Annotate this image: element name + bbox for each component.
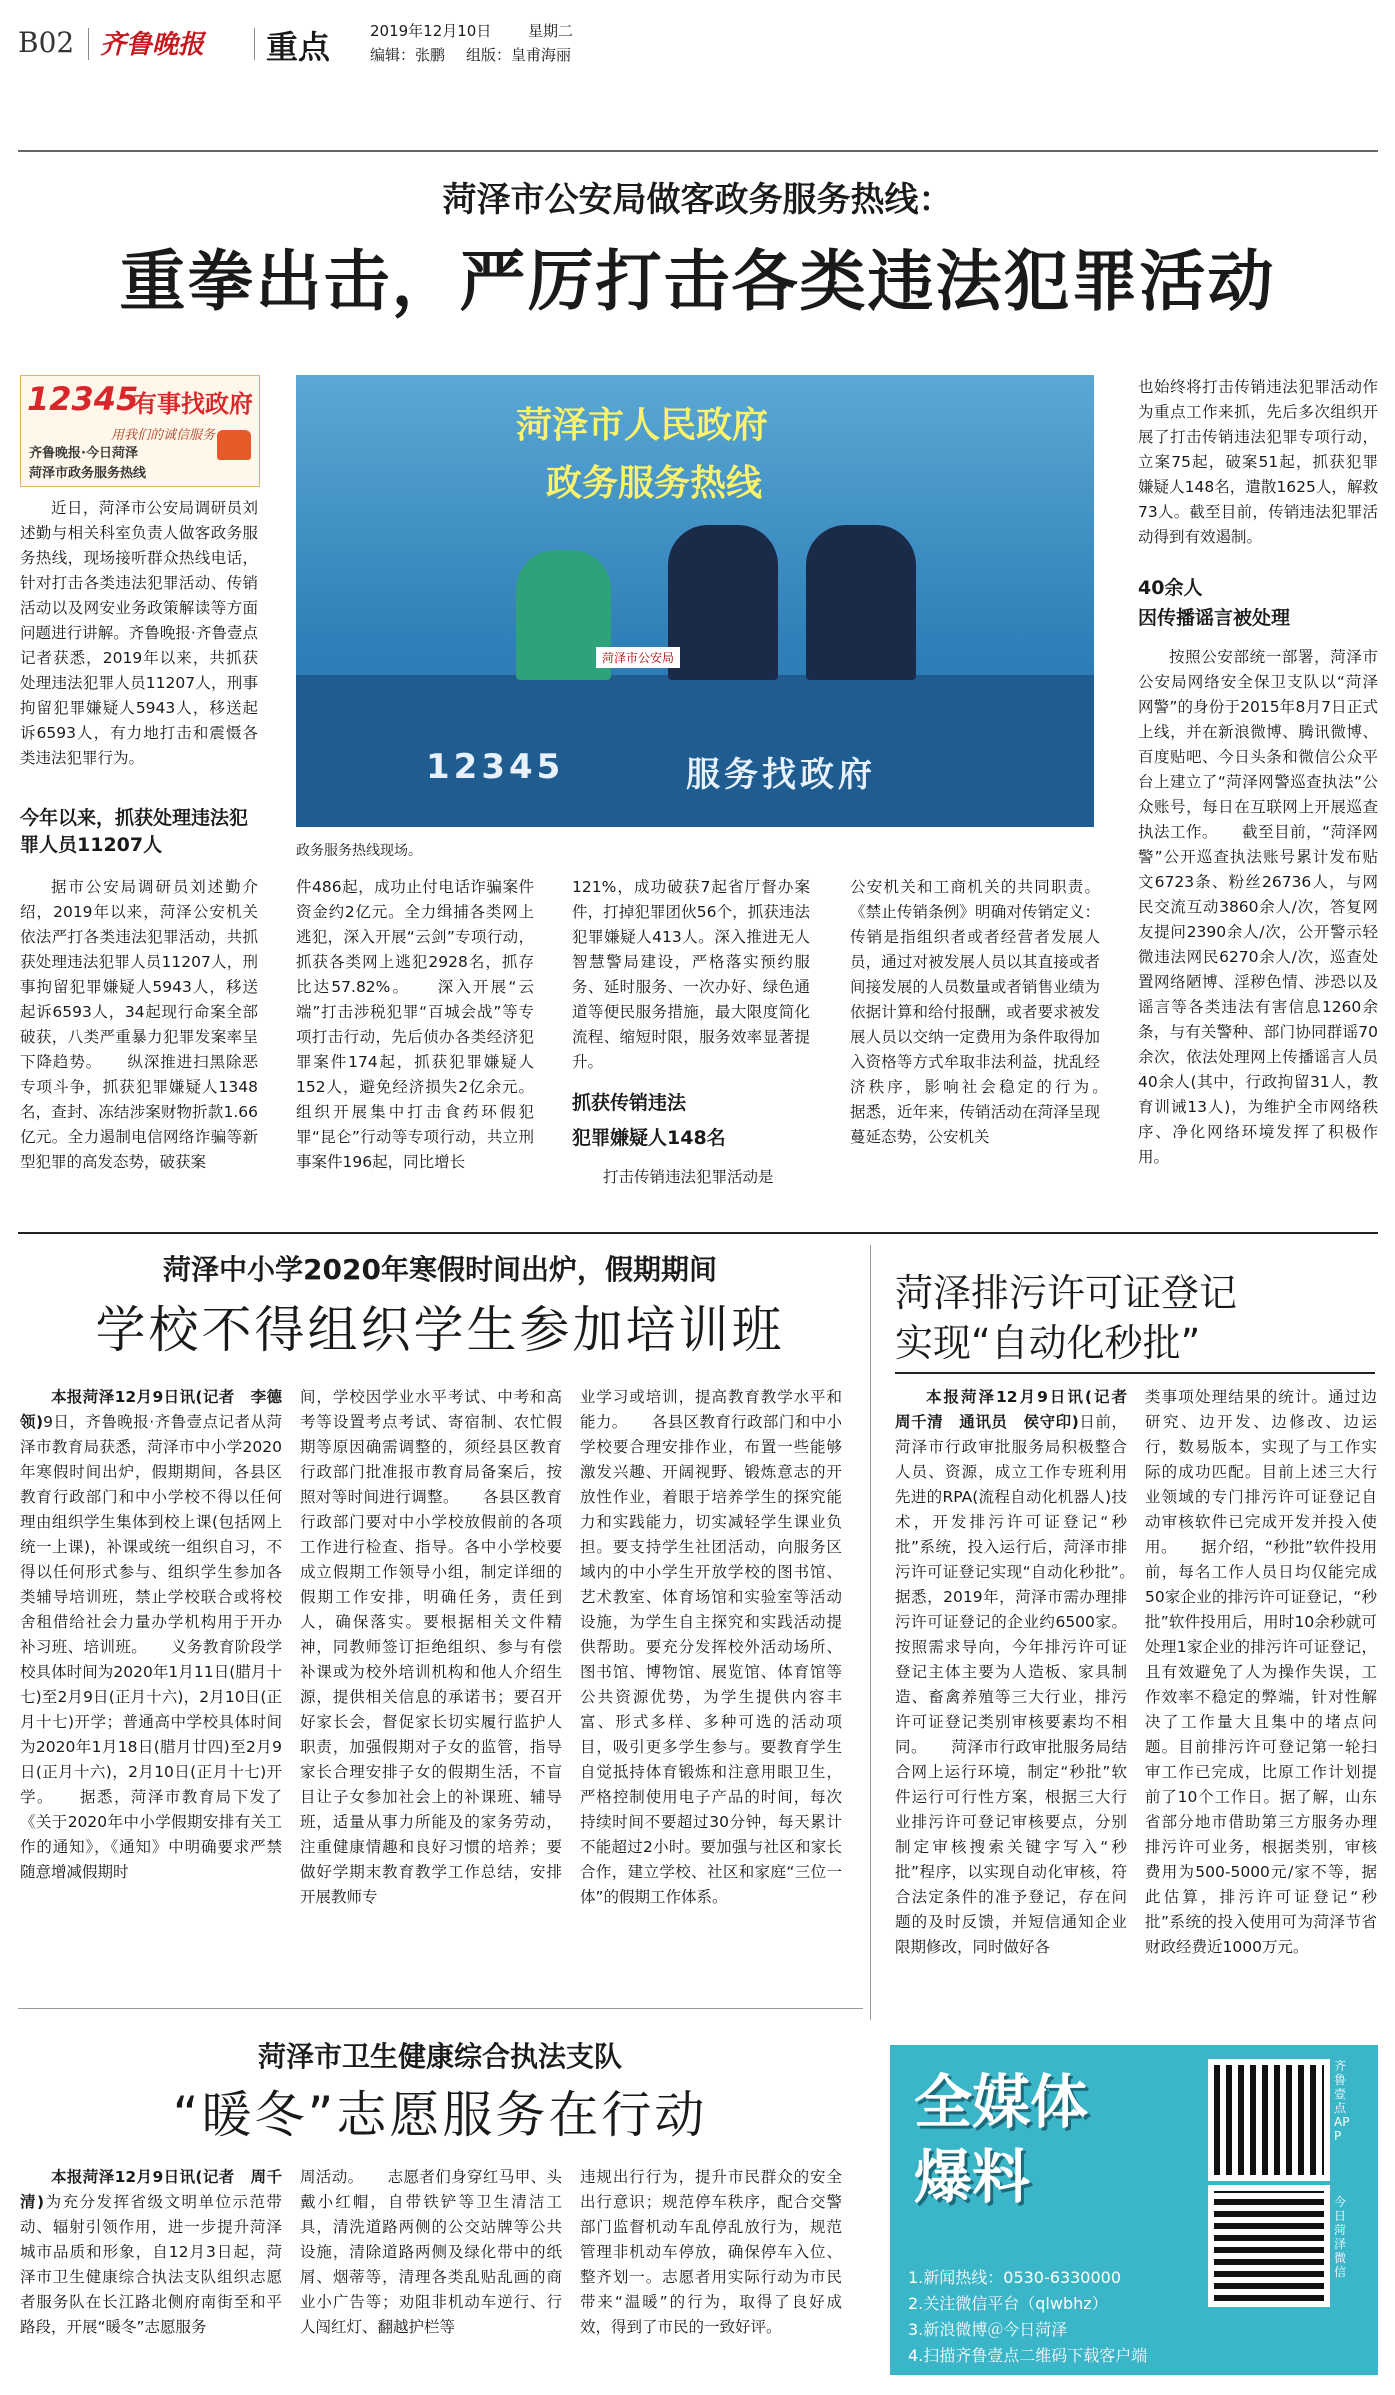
story1-para: 也始终将打击传销违法犯罪活动作为重点工作来抓，先后多次组织开展了打击传销违法犯罪专项行动，立案75起，破案51起，抓获犯罪嫌疑人148名，遣散1625人，解救73人。截至目前，传销违法犯罪活动得到有效遏制。 [1138, 378, 1378, 546]
story4-text: 为充分发挥省级文明单位示范带动、辐射引领作用，进一步提升菏泽城市品质和形象，自12月3日起，菏泽市卫生健康综合执法支队组织志愿者服务队在长江路北侧府南街至和平路段，开展“暖冬”志愿服务 [20, 2193, 282, 2336]
story3-text: 日前，菏泽市行政审批服务局积极整合人员、资源，成立工作专班利用先进的RPA(流程自动化机器人)技术，开发排污许可证登记“秒批”系统，投入运行后，菏泽市排污许可证登记实现“自动化秒批”。 据悉，2019年，菏泽市需办理排污许可证登记的企业约6500家。按照需求导向，今年排污许可证登记主体主要为人造板、家具制造、畜禽养殖等三大行业，排污许可证登记类别审核要素均不相同。 菏泽市行政审批服务局结合网上运行环境，制定“秒批”软件运行可行性方案，根据三大行业排污许可登记审核要点，分别制定审核搜索关键字写入“秒批”程序，以实现自动化审核，符合法定条件的准予登记，存在问题的及时反馈，并短信通知企业限期修改，同时做好各 [895, 1413, 1127, 1956]
story2-para [20, 1385, 282, 1885]
story2-headline: 学校不得组织学生参加培训班 [95, 1301, 785, 1359]
story1-col4 [850, 875, 1100, 1215]
story1-sub3a: 40余人 [1138, 577, 1203, 599]
story1-lead: 近日，菏泽市公安局调研员刘述勤与相关科室负责人做客政务服务热线，现场接听群众热线电话，针对打击各类违法犯罪活动、传销活动以及网安业务政策解读等方面问题进行讲解。齐鲁晚报·齐鲁壹点记者获悉，2019年以来，共抓获处理违法犯罪人员11207人，刑事拘留犯罪嫌疑人5943人，移送起诉6593人，有力地打击和震慑各类违法犯罪行为。 [20, 499, 258, 767]
vertical-rule [870, 1245, 871, 2020]
story2-text: 9日，齐鲁晚报·齐鲁壹点记者从菏泽市教育局获悉，菏泽市中小学2020年寒假时间出炉，假期期间，各县区教育行政部门和中小学校不得以任何理由组织学生集体到校上课(包括网上统一上课)，补课或统一组织自习，不得以任何形式参与、组织学生参加各类辅导培训班，禁止学校联合或将校舍租借给社会力量办学机构用于开办补习班、培训班。 义务教育阶段学校具体时间为2020年1月11日(腊月十七)至2月9日(正月十六)，2月10日(正月十七)开学；普通高中学校具体时间为2020年1月18日(腊月廿四)至2月9日(正月十六)，2月10日(正月十七)开学。 据悉，菏泽市教育局下发了《关于2020年中小学假期安排有关工作的通知》，《通知》中明确要求严禁随意增减假期时 [20, 1413, 282, 1881]
qr-code-icon [1208, 2185, 1330, 2307]
story1-sub2a: 抓获传销违法 [572, 1092, 687, 1114]
story1-para: 121%，成功破获7起省厅督办案件，打掉犯罪团伙56个，抓获违法犯罪嫌疑人413人。深入推进无人智慧警局建设，严格落实预约服务、延时服务、一次办好、绿色通道等便民服务措施，最大限度简化流程、缩短时限，服务效率显著提升。 [572, 878, 810, 1071]
ad-item: 2.关注微信平台（qlwbhz） [908, 2294, 1108, 2313]
paper-name: 齐鲁晚报 [100, 30, 205, 60]
person-officer [806, 525, 916, 680]
ad-title2: 爆料 [914, 2143, 1031, 2211]
ad-item: 4.扫描齐鲁壹点二维码下载客户端 [908, 2346, 1148, 2365]
section-name: 重点 [266, 28, 331, 66]
story1-para: 件486起，成功止付电话诈骗案件资金约2亿元。全力缉捕各类网上逃犯，深入开展“云剑”专项行动，抓获各类网上逃犯2928名，抓存比达57.82%。 深入开展“云端”打击涉税犯罪“百城会战”等专项打击行动，先后侦办各类经济犯罪案件174起，抓获犯罪嫌疑人152人，避免经济损失2亿余元。组织开展集中打击食药环假犯罪“昆仑”行动等专项行动，共立刑事案件196起，同比增长 [296, 878, 534, 1171]
story1-col5b [1138, 645, 1378, 1215]
phone-icon [217, 430, 251, 460]
ad-side2: 今日菏泽微信 [1334, 2195, 1347, 2279]
photo-banner2: 政务服务热线 [546, 463, 763, 504]
story1-col2 [296, 875, 534, 1215]
story2-para: 间，学校因学业水平考试、中考和高考等设置考点考试、寄宿制、农忙假期等原因确需调整的，须经县区教育行政部门批准报市教育局备案后，按照对等时间进行调整。 各县区教育行政部门要对中小学校放假前的各项工作进行检查、指导。各中小学校要成立假期工作领导小组，制定详细的假期工作安排，明确任务，责任到人，确保落实。要根据相关文件精神，同教师签订拒绝组织、参与有偿补课或为校外培训机构和他人介绍生源，提供相关信息的承诺书；要召开好家长会，督促家长切实履行监护人职责，加强假期对子女的监管，指导家长合理安排子女的假期生活，不盲目让子女参加社会上的补课班、辅导班，适量从事力所能及的家务劳动，注重健康情趣和良好习惯的培养；要做好学期末教育教学工作总结，安排开展教师专 [300, 1388, 562, 1906]
photo-bottom-left: 12345 [426, 747, 565, 787]
logo-number: 12345 [27, 380, 139, 418]
photo-banner1: 菏泽市人民政府 [516, 405, 769, 446]
story4-dateline: 本报菏泽12月9日讯(记者 周千清) [20, 2168, 282, 2211]
story4-kicker: 菏泽市卫生健康综合执法支队 [257, 2040, 622, 2073]
layout-editor: 组版：皇甫海丽 [466, 46, 572, 64]
person-officer [668, 525, 778, 680]
story2-col1 [20, 1385, 282, 1975]
story4-col2 [300, 2165, 562, 2380]
story4-para: 周活动。 志愿者们身穿红马甲、头戴小红帽，自带铁铲等卫生清洁工具，清洗道路两侧的公交站牌等公共设施，清除道路两侧及绿化带中的纸屑、烟蒂等，清理各类乱贴乱画的商业小广告等；劝阻非机动车逆行、行人闯红灯、翻越护栏等 [300, 2168, 562, 2336]
story1-col3b [572, 1165, 810, 1205]
ad-title1: 全媒体 [914, 2068, 1089, 2136]
story1-sub2b: 犯罪嫌疑人148名 [572, 1127, 726, 1149]
ad-side: 齐鲁壹点APP [1334, 2059, 1350, 2143]
photo-desk-label: 菏泽市公安局 [596, 647, 680, 668]
story1-sub1-box [20, 805, 258, 865]
story4-col1 [20, 2165, 282, 2380]
story1-lead-column [20, 496, 258, 796]
hotline-photo [296, 375, 1094, 827]
top-rule [18, 150, 1378, 152]
logo-org2: 菏泽市政务服务热线 [29, 466, 147, 481]
story1-kicker: 菏泽市公安局做客政务服务热线： [442, 180, 953, 220]
story1-col5a [1138, 375, 1378, 567]
story3-headline1: 菏泽排污许可证登记 [895, 1271, 1238, 1315]
story3-col1 [895, 1385, 1127, 1990]
ad-item: 3.新浪微博＠今日菏泽 [908, 2320, 1068, 2339]
story4-para: 违规出行行为，提升市民群众的安全出行意识；规范停车秩序，配合交警部门监督机动车乱停乱放行为，规范管理非机动车停放，确保停车入位、整齐划一。志愿者用实际行动为市民带来“温暖”的行为，取得了良好成效，得到了市民的一致好评。 [580, 2168, 842, 2336]
story3-dateline: 本报菏泽12月9日讯(记者 周千清 通讯员 侯守印) [895, 1388, 1127, 1431]
page-number: B02 [18, 26, 75, 59]
logo-text: 有事找政府 [133, 390, 253, 418]
story3-headline2: 实现“自动化秒批” [895, 1321, 1201, 1365]
story1-col1 [20, 875, 258, 1215]
story1-para: 打击传销违法犯罪活动是 [603, 1168, 774, 1186]
story1-para: 据市公安局调研员刘述勤介绍，2019年以来，菏泽公安机关依法严打各类违法犯罪活动，共抓获处理违法犯罪人员11207人，刑事拘留犯罪嫌疑人5943人，移送起诉6593人，34起现行命案全部破获，八类严重暴力犯罪发案率呈下降趋势。 纵深推进扫黑除恶专项斗争，抓获犯罪嫌疑人1348名，查封、冻结涉案财物折款1.66亿元。全力遏制电信网络诈骗等新型犯罪的高发态势，破获案 [20, 878, 258, 1171]
section-rule [18, 1232, 1378, 1234]
story3-rule [895, 1372, 1375, 1374]
editor: 编辑：张鹏 [370, 46, 446, 64]
section-rule [18, 2008, 863, 2009]
masthead [18, 20, 1378, 68]
story2-kicker: 菏泽中小学2020年寒假时间出炉，假期期间 [163, 1253, 717, 1286]
story3-para [895, 1385, 1127, 1960]
story3-para: 类事项处理结果的统计。通过边研究、边开发、边修改、边运行，数易版本，实现了与工作实际的成功匹配。目前上述三大行业领域的专门排污许可证登记自动审核软件已完成开发并投入使用。 据介绍，“秒批”软件投用前，每名工作人员日均仅能完成50家企业的排污许可证登记，“秒批”软件投用后，用时10余秒就可处理1家企业的排污许可证登记，且有效避免了人为操作失误，工作效率不稳定的弊端，针对性解决了工作量大且集中的堵点问题。目前排污许可登记第一轮扫审工作已完成，比原工作计划提前了10个工作日。据了解，山东省部分地市借助第三方服务办理排污许可业务，根据类别，审核费用为500-5000元/家不等，据此估算，排污许可证登记“秒批”系统的投入使用可为菏泽节省财政经费近1000万元。 [1145, 1388, 1377, 1956]
story1-headline: 重拳出击，严厉打击各类违法犯罪活动 [119, 243, 1276, 320]
logo-slogan: 用我们的诚信服务 [111, 428, 216, 443]
story2-col2 [300, 1385, 562, 1975]
story1-sub1: 今年以来，抓获处理违法犯罪人员11207人 [20, 807, 249, 856]
photo-caption: 政务服务热线现场。 [296, 843, 422, 859]
story4-para [20, 2165, 282, 2340]
story2-dateline: 本报菏泽12月9日讯(记者 李德领) [20, 1388, 282, 1431]
qr-code-icon [1208, 2059, 1330, 2181]
issue-date: 2019年12月10日 [370, 22, 492, 40]
hotline-logo [20, 375, 260, 487]
media-ad [890, 2045, 1378, 2375]
story4-headline: “暖冬”志愿服务在行动 [172, 2086, 708, 2144]
issue-weekday: 星期二 [528, 22, 574, 40]
story4-col3 [580, 2165, 842, 2380]
story3-col2 [1145, 1385, 1377, 1990]
ad-item: 1.新闻热线：0530-6330000 [908, 2268, 1122, 2287]
masthead-divider [88, 28, 89, 60]
story2-col3 [580, 1385, 842, 1975]
story2-para: 业学习或培训，提高教育教学水平和能力。 各县区教育行政部门和中小学校要合理安排作业，布置一些能够激发兴趣、开阔视野、锻炼意志的开放性作业，着眼于培养学生的探究能力和实践能力，切实减轻学生课业负担。要支持学生社团活动，向服务区域内的中小学生开放学校的图书馆、艺术教室、体育场馆和实验室等活动设施，为学生自主探究和实践活动提供帮助。要充分发挥校外活动场所、图书馆、博物馆、展览馆、体育馆等公共资源优势，为学生提供内容丰富、形式多样、多种可选的活动项目，吸引更多学生参与。要教育学生自觉抵持体育锻炼和注意用眼卫生，严格控制使用电子产品的时间，每次持续时间不要超过30分钟，每天累计不能超过2小时。要加强与社区和家长合作，建立学校、社区和家庭“三位一体”的假期工作体系。 [580, 1388, 842, 1906]
photo-bottom-right: 服务找政府 [686, 755, 876, 795]
logo-org: 齐鲁晚报·今日菏泽 [29, 446, 138, 461]
masthead-divider [254, 28, 255, 60]
story1-para: 按照公安部统一部署，菏泽市公安局网络安全保卫支队以“菏泽网警”的身份于2015年8月7日正式上线，并在新浪微博、腾讯微博、百度贴吧、今日头条和微信公众平台上建立了“菏泽网警巡查执法”公众账号，每日在互联网上开展巡查执法工作。 截至目前，“菏泽网警”公开巡查执法账号累计发布贴文6723条、粉丝26736人，与网民交流互动3860余人/次，答复网友提问2390余人/次，公开警示轻微违法网民6270余人/次，巡查处置网络陋博、淫秽色情、涉恐以及谣言等各类违法有害信息1260余条，与有关警种、部门协同群谣70余次，依法处理网上传播谣言人员40余人(其中，行政拘留31人，教育训诫13人)，为维护全市网络秩序、净化网络环境发挥了积极作用。 [1138, 648, 1378, 1166]
story1-para: 公安机关和工商机关的共同职责。《禁止传销条例》明确对传销定义：传销是指组织者或者经营者发展人员，通过对被发展人员以其直接或者间接发展的人员数量或者销售业绩为依据计算和给付报酬，或者要求被发展人员以交纳一定费用为条件取得加入资格等方式牟取非法利益，扰乱经济秩序，影响社会稳定的行为。 据悉，近年来，传销活动在菏泽呈现蔓延态势，公安机关 [850, 878, 1100, 1146]
story1-col3 [572, 875, 810, 1090]
story1-sub3b: 因传播谣言被处理 [1138, 607, 1291, 629]
